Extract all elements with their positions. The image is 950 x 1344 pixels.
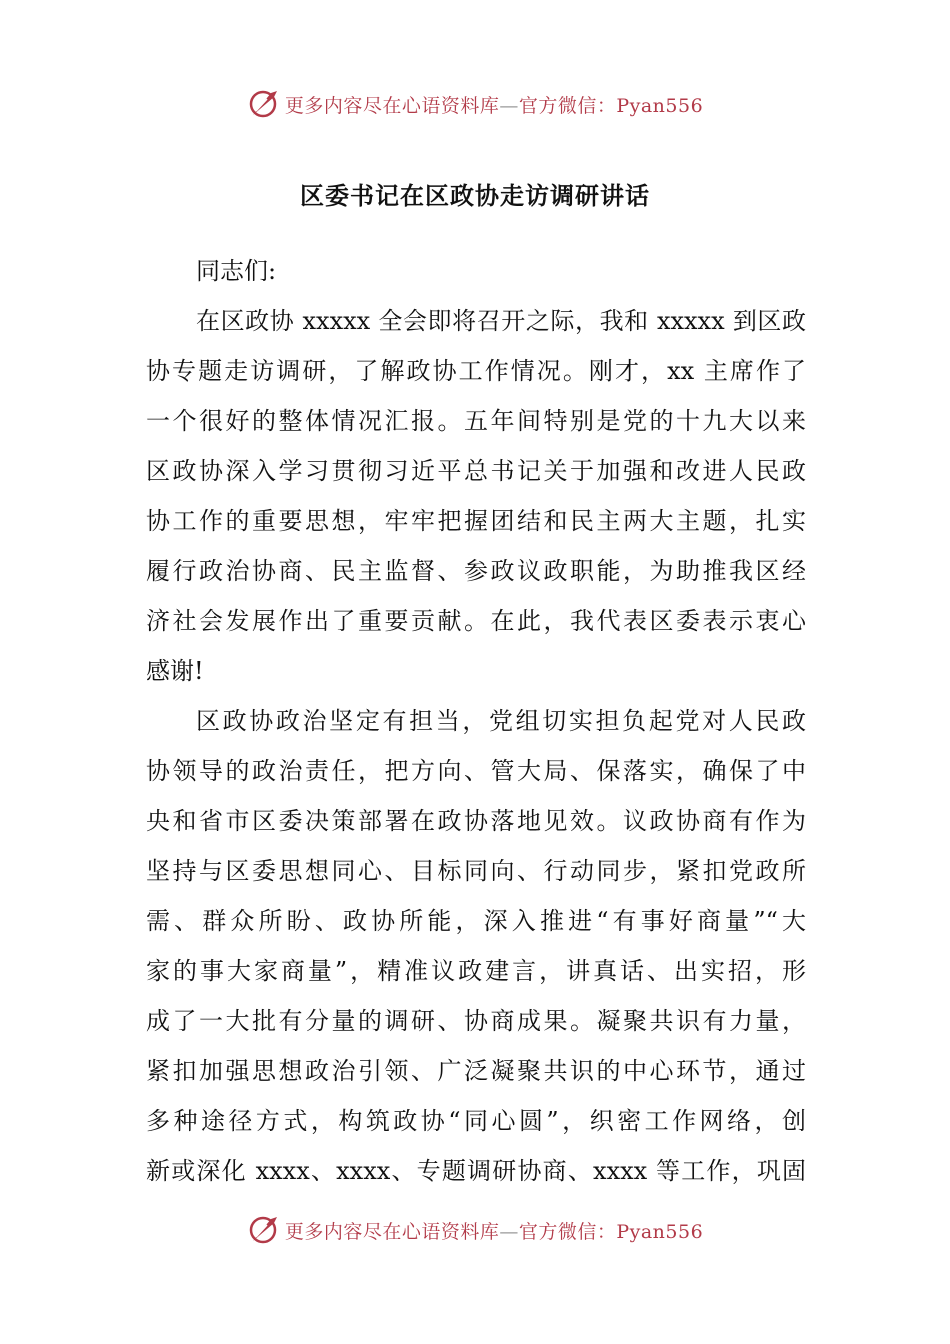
quill-logo-icon (247, 1213, 281, 1247)
paragraph-line: 需、群众所盼、政协所能，深入推进“有事好商量”“大 (146, 907, 806, 935)
paragraph-line: 同志们: (196, 257, 277, 285)
paragraph-line: 协领导的政治责任，把方向、管大局、保落实，确保了中 (146, 757, 806, 785)
paragraph-line: 一个很好的整体情况汇报。五年间特别是党的十九大以来 (146, 407, 806, 435)
paragraph-line: 区政协政治坚定有担当，党组切实担负起党对人民政 (196, 707, 806, 735)
header-banner-text: 更多内容尽在心语资料库—官方微信：Pyan556 (284, 94, 704, 117)
quill-logo-icon (247, 87, 281, 121)
paragraph-line: 多种途径方式，构筑政协“同心圆”，织密工作网络，创 (146, 1107, 806, 1135)
paragraph-line: 协专题走访调研，了解政协工作情况。刚才，xx 主席作了 (146, 357, 806, 385)
footer-banner-text: 更多内容尽在心语资料库—官方微信：Pyan556 (284, 1220, 704, 1243)
header-watermark-banner (0, 84, 950, 124)
paragraph-line: 坚持与区委思想同心、目标同向、行动同步，紧扣党政所 (146, 857, 806, 885)
page-title: 区委书记在区政协走访调研讲话 (300, 182, 650, 210)
paragraph-line: 履行政治协商、民主监督、参政议政职能，为助推我区经 (146, 557, 806, 585)
paragraph-line: 区政协深入学习贯彻习近平总书记关于加强和改进人民政 (146, 457, 806, 485)
footer-watermark-banner (0, 1210, 950, 1250)
paragraph-line: 央和省市区委决策部署在政协落地见效。议政协商有作为 (146, 807, 806, 835)
paragraph-line: 家的事大家商量”，精准议政建言，讲真话、出实招，形 (146, 957, 806, 985)
paragraph-line: 在区政协 xxxxx 全会即将召开之际，我和 xxxxx 到区政 (196, 307, 806, 335)
paragraph-line: 新或深化 xxxx、xxxx、专题调研协商、xxxx 等工作，巩固 (146, 1157, 806, 1185)
paragraph-line: 成了一大批有分量的调研、协商成果。凝聚共识有力量， (146, 1007, 806, 1035)
paragraph-line: 济社会发展作出了重要贡献。在此，我代表区委表示衷心 (146, 607, 806, 635)
paragraph-line: 感谢! (146, 657, 204, 685)
paragraph-line: 紧扣加强思想政治引领、广泛凝聚共识的中心环节，通过 (146, 1057, 806, 1085)
document-body (146, 246, 806, 1196)
paragraph-line: 协工作的重要思想，牢牢把握团结和民主两大主题，扎实 (146, 507, 806, 535)
